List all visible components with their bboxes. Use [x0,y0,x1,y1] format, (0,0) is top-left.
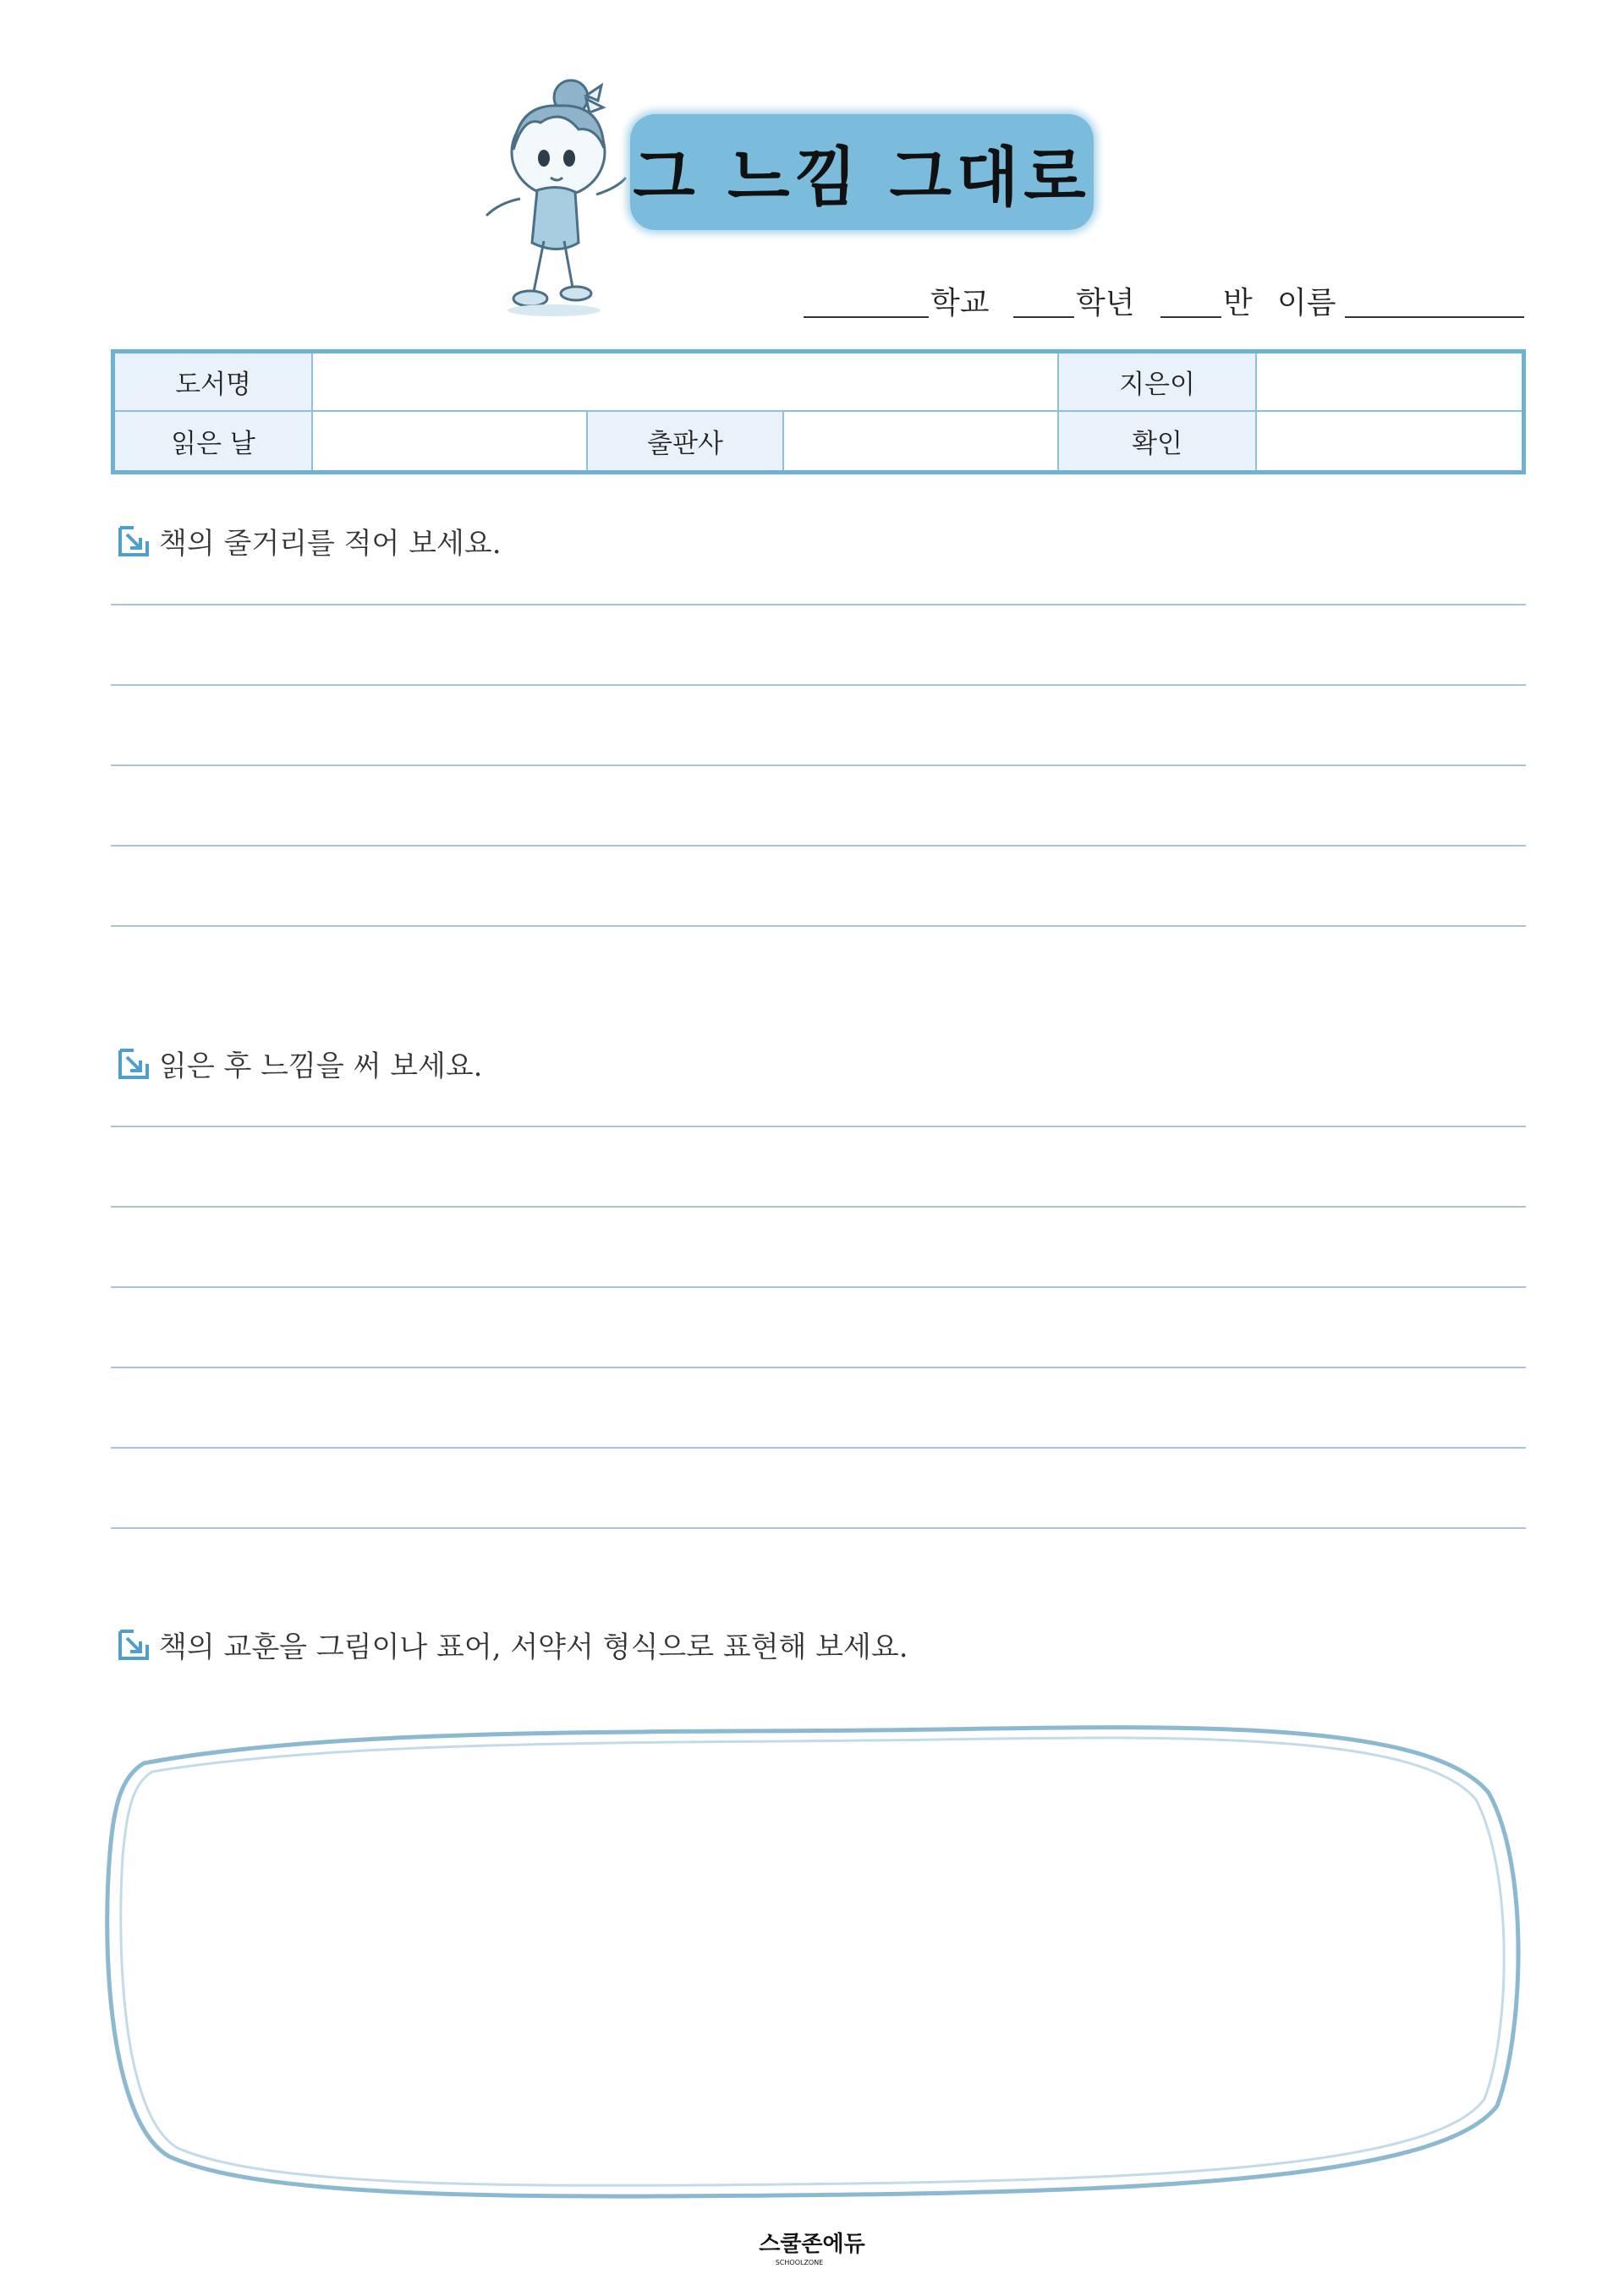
check-field[interactable] [1257,412,1522,470]
summary-writing-line[interactable] [111,845,1526,847]
arrow-down-right-icon [117,1628,151,1662]
page-title: 그 느낌 그대로 [633,140,1091,215]
class-blank[interactable] [1160,315,1221,318]
svg-text:스쿨존에듀: 스쿨존에듀 [759,2232,865,2257]
impression-writing-line[interactable] [111,1126,1526,1127]
summary-heading-text: 책의 줄거리를 적어 보세요. [159,527,502,561]
read-date-field[interactable] [313,412,588,470]
impression-writing-line[interactable] [111,1527,1526,1529]
lesson-heading-text: 책의 교훈을 그림이나 표어, 서약서 형식으로 표현해 보세요. [159,1630,908,1664]
svg-text:SCHOOLZONE: SCHOOLZONE [775,2259,824,2266]
arrow-down-right-icon [117,524,151,558]
impression-heading-text: 읽은 후 느낌을 써 보세요. [159,1049,483,1083]
schoolzone-logo [749,2222,875,2273]
check-label: 확인 [1059,412,1257,470]
grade-blank[interactable] [1013,315,1074,318]
school-blank[interactable] [804,315,929,318]
impression-section-heading [117,1043,482,1084]
read-date-label: 읽은 날 [115,412,313,470]
grade-label: 학년 [1076,286,1135,321]
name-blank[interactable] [1345,315,1524,318]
impression-writing-line[interactable] [111,1367,1526,1368]
lesson-section-heading [117,1624,908,1665]
author-label: 지은이 [1059,353,1257,412]
class-label: 반 [1223,286,1253,321]
arrow-down-right-icon [117,1047,151,1081]
girl-mascot-illustration [469,72,630,317]
summary-section-heading [117,520,502,562]
publisher-label: 출판사 [588,412,784,470]
book-title-field[interactable] [313,353,1059,412]
publisher-field[interactable] [784,412,1059,470]
summary-writing-line[interactable] [111,684,1526,686]
name-label: 이름 [1277,286,1336,321]
drawing-area[interactable] [93,1700,1539,2207]
title-badge [630,114,1094,230]
book-title-label: 도서명 [115,353,313,412]
summary-writing-line[interactable] [111,925,1526,927]
impression-writing-line[interactable] [111,1447,1526,1449]
impression-writing-line[interactable] [111,1206,1526,1208]
summary-writing-line[interactable] [111,764,1526,766]
summary-writing-line[interactable] [111,604,1526,606]
impression-writing-line[interactable] [111,1286,1526,1288]
author-field[interactable] [1257,353,1522,412]
book-info-table [111,349,1526,474]
school-label: 학교 [930,286,990,321]
